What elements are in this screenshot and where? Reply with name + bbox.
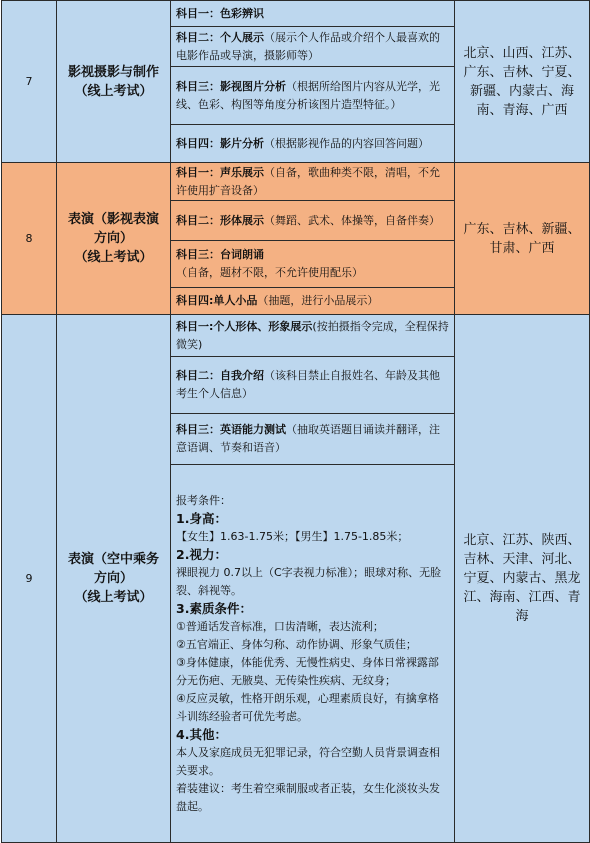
subject-desc: （自备，题材不限，不允许使用配乐） xyxy=(176,266,363,279)
subject-cell xyxy=(171,201,455,241)
exam-regions: 广东、吉林、新疆、甘肃、广西 xyxy=(455,163,590,315)
dress-text: 着装建议：考生着空乘制服或者正装，女生化淡妆头发盘起。 xyxy=(176,781,440,813)
row-number: 9 xyxy=(2,315,57,843)
quality-item: ②五官端正、身体匀称、动作协调、形象气质佳； xyxy=(176,637,417,651)
subject-title: 科目三：台词朗诵 xyxy=(176,248,264,261)
subject-desc: （舞蹈、武术、体操等，自备伴奏） xyxy=(264,213,440,227)
quality-item: ①普通话发音标准，口齿清晰，表达流利； xyxy=(176,619,384,633)
subject-title: 科目一：声乐展示 xyxy=(176,165,264,179)
height-text: 【女生】1.63-1.75米；【男生】1.75-1.85米； xyxy=(176,529,409,543)
subject-cell xyxy=(171,1,455,27)
exam-subject-table xyxy=(1,0,590,843)
subject-title: 科目一:个人形体、形象展示 xyxy=(176,319,313,333)
table-row-7 xyxy=(2,1,590,27)
subject-title: 科目二：个人展示 xyxy=(176,30,264,44)
row-number: 8 xyxy=(2,163,57,315)
subject-desc: （根据影视作品的内容回答问题） xyxy=(264,136,429,150)
subject-desc: （抽题，进行小品展示） xyxy=(257,294,379,307)
exam-regions: 北京、山西、江苏、广东、吉林、宁夏、新疆、内蒙古、海南、青海、广西 xyxy=(455,1,590,163)
subject-cell xyxy=(171,357,455,414)
other-heading: 4.其他： xyxy=(176,726,227,742)
vision-text: 裸眼视力 0.7以上（C字表视力标准）；眼球对称、无脸裂、斜视等。 xyxy=(176,565,442,597)
subject-cell xyxy=(171,414,455,465)
subject-cell xyxy=(171,163,455,201)
subject-title: 科目三：影视图片分析 xyxy=(176,79,286,93)
subject-title: 科目四：影片分析 xyxy=(176,136,264,150)
table-row-9 xyxy=(2,315,590,357)
subject-desc: (按拍摄指令完成，全程保持微笑) xyxy=(176,319,449,351)
quality-item: ③身体健康，体能优秀、无慢性病史、身体日常裸露部分无伤疤、无腋臭、无传染性疾病、无纹身； xyxy=(176,655,439,687)
subject-title: 科目三：英语能力测试 xyxy=(176,423,286,436)
subject-cell xyxy=(171,241,455,288)
subject-desc: （自备，歌曲种类不限，清唱，不允许使用扩音设备） xyxy=(176,165,440,197)
table-row-8 xyxy=(2,163,590,201)
major-name: 表演（空中乘务方向） （线上考试） xyxy=(57,315,171,843)
subject-title: 科目一：色彩辨识 xyxy=(176,6,264,20)
subject-desc: （该科目禁止自报姓名、年龄及其他考生个人信息） xyxy=(176,369,440,400)
subject-title: 科目二：自我介绍 xyxy=(176,369,264,382)
subject-desc: （根据所给图片内容从光学，光线、色彩、构图等角度分析该图片造型特征。） xyxy=(176,79,440,111)
vision-heading: 2.视力： xyxy=(176,546,227,562)
quality-heading: 3.素质条件： xyxy=(176,600,252,616)
subject-cell xyxy=(171,315,455,357)
other-text: 本人及家庭成员无犯罪记录，符合空勤人员背景调查相关要求。 xyxy=(176,745,440,777)
quality-item: ④反应灵敏，性格开朗乐观，心理素质良好，有擒拿格斗训练经验者可优先考虑。 xyxy=(176,691,439,723)
subject-cell xyxy=(171,27,455,67)
major-name: 影视摄影与制作 （线上考试） xyxy=(57,1,171,163)
subject-desc: （抽取英语题目诵读并翻译，注意语调、节奏和语音） xyxy=(176,423,440,454)
subject-title: 科目四:单人小品 xyxy=(176,294,258,307)
subject-cell xyxy=(171,67,455,125)
row-number: 7 xyxy=(2,1,57,163)
subject-cell xyxy=(171,125,455,163)
subject-cell xyxy=(171,288,455,315)
requirements-cell xyxy=(171,465,455,843)
major-name: 表演（影视表演方向） （线上考试） xyxy=(57,163,171,315)
exam-regions: 北京、江苏、陕西、吉林、天津、河北、宁夏、内蒙古、黑龙江、海南、江西、青海 xyxy=(455,315,590,843)
requirements-heading: 报考条件： xyxy=(176,493,231,507)
height-heading: 1.身高： xyxy=(176,510,227,526)
subject-desc: （展示个人作品或介绍个人最喜欢的电影作品或导演，摄影师等） xyxy=(176,30,440,62)
subject-title: 科目二：形体展示 xyxy=(176,213,264,227)
